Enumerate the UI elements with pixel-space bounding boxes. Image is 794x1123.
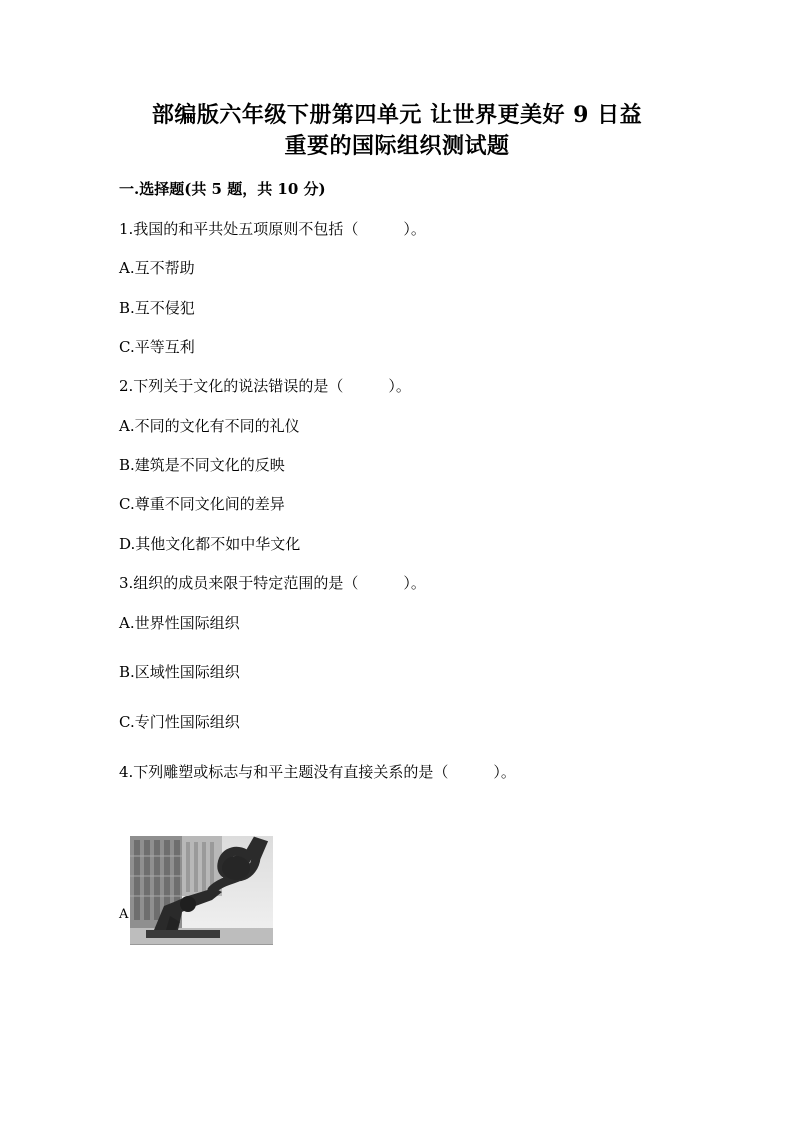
question-2-option-c: C.尊重不同文化间的差异 (119, 495, 285, 513)
question-3-option-c: C.专门性国际组织 (119, 713, 240, 731)
question-2-option-a: A.不同的文化有不同的礼仪 (119, 417, 300, 435)
question-3-stem: 3.组织的成员来限于特定范围的是（ ）。 (119, 574, 426, 592)
section-heading: 一.选择题(共 5 题，共 10 分) (119, 180, 326, 198)
question-3-option-b: B.区域性国际组织 (119, 663, 240, 681)
question-1-option-a: A.互不帮助 (119, 259, 195, 277)
question-4-option-a-label: A (119, 907, 129, 922)
document-title-line-2: 重要的国际组织测试题 (284, 133, 510, 159)
document-title-line-1: 部编版六年级下册第四单元 让世界更美好 9 日益 (151, 102, 643, 128)
question-4-stem: 4.下列雕塑或标志与和平主题没有直接关系的是（ ）。 (119, 763, 516, 781)
question-3-option-a: A.世界性国际组织 (119, 614, 240, 632)
question-2-option-b: B.建筑是不同文化的反映 (119, 456, 285, 474)
knotted-gun-sculpture-photo (130, 836, 273, 945)
question-2-option-d: D.其他文化都不如中华文化 (119, 535, 301, 553)
question-1-option-c: C.平等互利 (119, 338, 195, 356)
question-1-stem: 1.我国的和平共处五项原则不包括（ ）。 (119, 220, 426, 238)
question-2-stem: 2.下列关于文化的说法错误的是（ ）。 (119, 377, 411, 395)
question-1-option-b: B.互不侵犯 (119, 299, 195, 317)
